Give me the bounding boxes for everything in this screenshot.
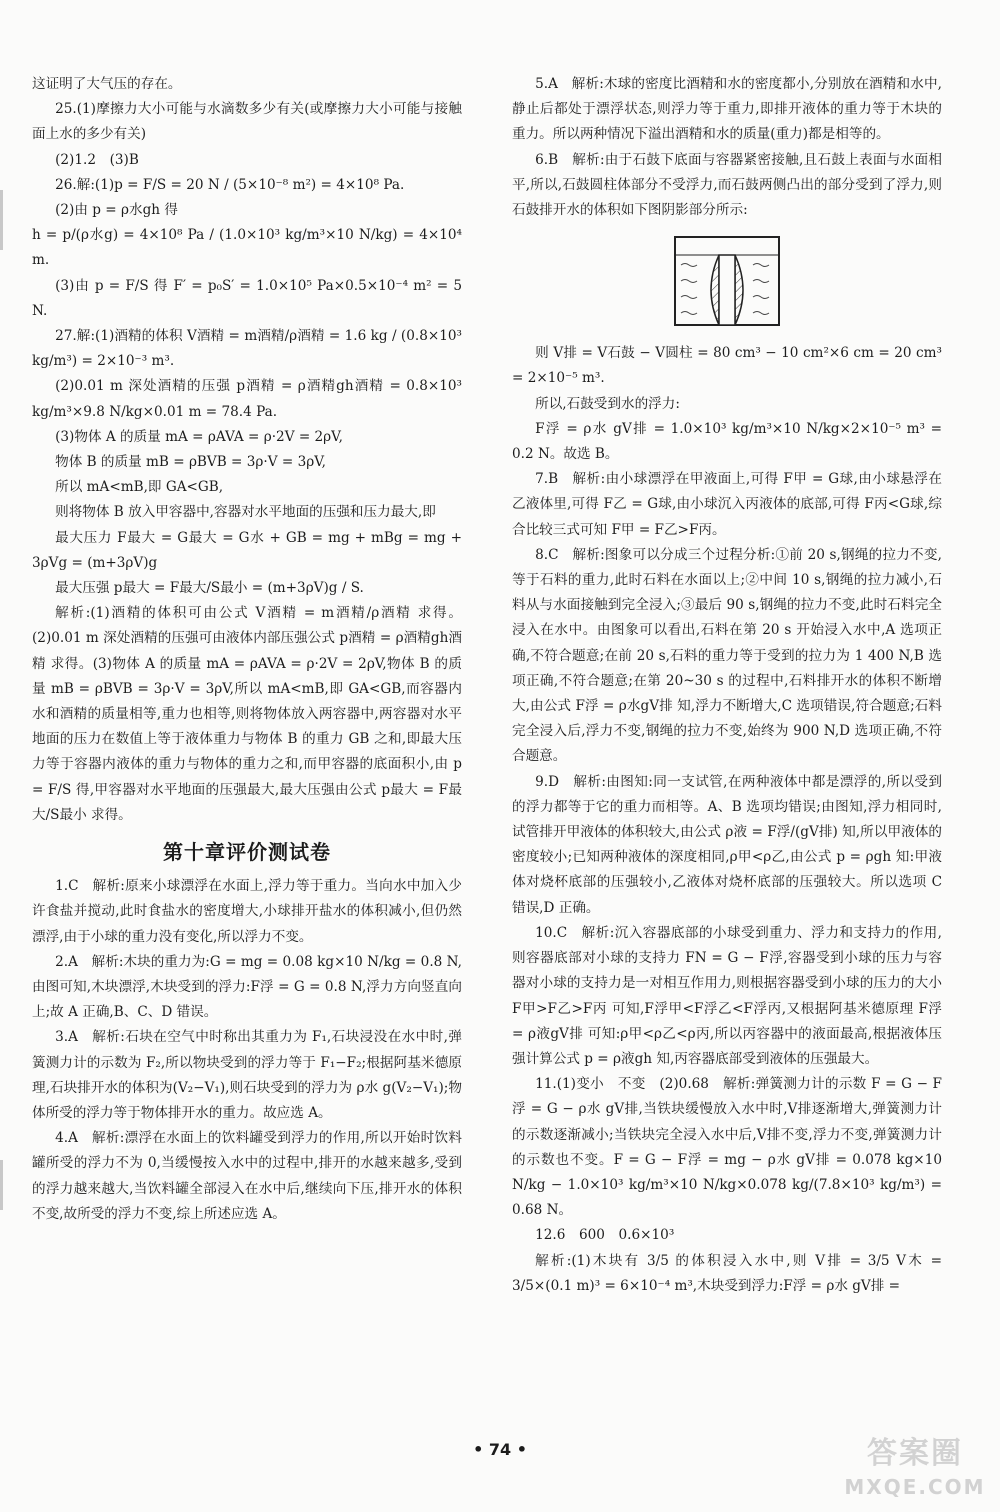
scan-edge-mark-bottom — [0, 1160, 3, 1210]
answer-ch10-5: 5.A 解析:木球的密度比酒精和水的密度都小,分别放在酒精和水中,静止后都处于漂浮状态,则浮力等于重力,即排开液体的重力等于木块的重力。所以两种情况下溢出酒精和水的质量(重力)都是相等的。 — [512, 76, 942, 143]
watermark-line2: MXQE.COM — [844, 1475, 986, 1499]
answer-ch10-2: 2.A 解析:木块的重力为:G = mg = 0.08 kg×10 N/kg = 0.8 N,由图可知,木块漂浮,木块受到的浮力:F浮 = G = 0.8 N,浮力方向竖直向上;故 A 正确,B、C、D 错误。 — [32, 953, 462, 1021]
page-number: • 74 • — [473, 1440, 527, 1459]
answer-ch10-9: 9.D 解析:由图知:同一支试管,在两种液体中都是漂浮的,所以受到的浮力都等于它的重力而相等。A、B 选项均错误;由图知,浮力相同时,试管排开甲液体的体积较大,由公式 ρ液 = F浮/(gV排) 知,所以甲液体的密度较小;已知两种液体的深度相同,ρ甲<ρ乙,由公式 p = ρgh 知:甲液体对烧杯底部的压强较小,乙液体对烧杯底部的压强较大。所以选项 C 错误,D 正确。 — [512, 773, 942, 916]
answer-27-analysis: 解析:(1)酒精的体积可由公式 V酒精 = m酒精/ρ酒精 求得。(2)0.01 m 深处酒精的压强可由液体内部压强公式 p酒精 = ρ酒精gh酒精 求得。(3)物体 A 的质量 mA = ρAVA = ρ·2V = 2ρV,物体 B 的质量 mB = ρBVB = 3ρ·V = 3ρV,所以 mA<mB,即 GA<GB,而容器内水和酒精的质量相等,重力也相等,则将物体放入两容器中,两容器对水平地面的压力在数值上等于液体重力与物体 B 的重力 GB 之和,即最大压力等于容器内液体的重力与物体的重力之和,而甲容器的底面积小,由 p = F/S 得,甲容器对水平地面的压强最大,最大压强由公式 p最大 = F最大/S最小 求得。 — [32, 605, 462, 823]
answer-26-3: (3)由 p = F/S 得 F′ = p₀S′ = 1.0×10⁵ Pa×0.5×10⁻⁴ m² = 5 N. — [32, 277, 462, 319]
answer-27-1: 27.解:(1)酒精的体积 V酒精 = m酒精/ρ酒精 = 1.6 kg / (0.8×10³ kg/m³) = 2×10⁻³ m³. — [32, 328, 462, 370]
drum-cylinder — [719, 255, 735, 325]
answer-ch10-1: 1.C 解析:原来小球漂浮在水面上,浮力等于重力。当向水中加入少许食盐并搅动,此时食盐水的密度增大,小球排开盐水的体积减小,但仍然漂浮,由于小球的重力没有变化,所以浮力不变。 — [32, 878, 462, 945]
right-column — [512, 72, 942, 1299]
drum-right-bulge — [735, 255, 743, 325]
left-column — [32, 72, 462, 1227]
watermark-logo — [840, 1434, 990, 1506]
answer-ch10-7: 7.B 解析:由小球漂浮在甲液面上,可得 F甲 = G球,由小球悬浮在乙液体里,可得 F乙 = G球,由小球沉入丙液体的底部,可得 F丙<G球,综合比较三式可知 F甲 = F乙>F丙。 — [512, 471, 942, 538]
answer-25: 25.(1)摩擦力大小可能与水滴数多少有关(或摩擦力大小可能与接触面上水的多少有关) — [32, 101, 462, 143]
answer-ch10-11: 11.(1)变小 不变 (2)0.68 解析:弹簧测力计的示数 F = G − F浮 = G − ρ水 gV排,当铁块缓慢放入水中时,V排逐渐增大,弹簧测力计的示数逐渐减小;当铁块完全浸入水中后,V排不变,浮力不变,弹簧测力计的示数也不变。F = G − F浮 = mg − ρ水 gV排 = 0.078 kg×10 N/kg − 1.0×10³ kg/m³×10 N/kg×0.078 kg/(7.8×10³ kg/m³) = 0.68 N。 — [512, 1076, 942, 1219]
answer-27-3c: 所以 mA<mB,即 GA<GB, — [55, 479, 224, 496]
watermark-line1: 答案圈 — [867, 1436, 963, 1471]
answer-ch10-3: 3.A 解析:石块在空气中时称出其重力为 F₁,石块浸没在水中时,弹簧测力计的示数为 F₂,所以物块受到的浮力等于 F₁−F₂;根据阿基米德原理,石块排开水的体积为(V₂−V₁),则石块受到的浮力为 ρ水 g(V₂−V₁);物体所受的浮力等于物体排开水的重力。故应选 A。 — [32, 1029, 462, 1121]
answer-27-3e: 最大压力 F最大 = G最大 = G水 + GB = mg + mBg = mg + 3ρVg = (m+3ρV)g — [32, 529, 462, 571]
stone-drum-figure — [667, 233, 787, 333]
answer-27-3a: (3)物体 A 的质量 mA = ρAVA = ρ·2V = 2ρV, — [55, 428, 343, 445]
answer-ch10-8: 8.C 解析:图象可以分成三个过程分析:①前 20 s,钢绳的拉力不变,等于石料的重力,此时石料在水面以上;②中间 10 s,钢绳的拉力减小,石料从与水面接触到完全浸入;③最后 90 s,钢绳的拉力不变,此时石料完全浸入在水中。由图象可以看出,石料在第 20 s 开始浸入水中,A 选项正确,不符合题意;在前 20 s,石料的重力等于受到的拉力为 1 400 N,B 选项正确,不符合题意;在第 20~30 s 的过程中,石料排开水的体积不断增大,由公式 F浮 = ρ水gV排 知,浮力不断增大,C 选项错误,符合题意;石料完全浸入后,浮力不变,钢绳的拉力不变,始终为 900 N,D 选项正确,不符合题意。 — [512, 546, 942, 765]
answer-27-3b: 物体 B 的质量 mB = ρBVB = 3ρ·V = 3ρV, — [55, 454, 326, 471]
answer-25-parts: (2)1.2 (3)B — [55, 151, 139, 168]
answer-ch10-6d: F浮 = ρ水 gV排 = 1.0×10³ kg/m³×10 N/kg×2×10⁻⁵ m³ = 0.2 N。故选 B。 — [512, 420, 942, 463]
answer-27-2: (2)0.01 m 深处酒精的压强 p酒精 = ρ酒精gh酒精 = 0.8×10³ kg/m³×9.8 N/kg×0.01 m = 78.4 Pa. — [32, 378, 462, 420]
answer-ch10-6b: 则 V排 = V石鼓 − V圆柱 = 80 cm³ − 10 cm²×6 cm = 20 cm³ = 2×10⁻⁵ m³. — [512, 345, 942, 387]
answer-26-2-formula: h = p/(ρ水g) = 4×10⁸ Pa / (1.0×10³ kg/m³×10 N/kg) = 4×10⁴ m. — [32, 227, 462, 269]
answer-26-2: (2)由 p = ρ水gh 得 — [55, 202, 178, 219]
answer-ch10-6c: 所以,石鼓受到水的浮力: — [535, 395, 680, 412]
answer-ch10-6: 6.B 解析:由于石鼓下底面与容器紧密接触,且石鼓上表面与水面相平,所以,石鼓圆柱体部分不受浮力,而石鼓两侧凸出的部分受到了浮力,则石鼓排开水的体积如下图阴影部分所示: — [512, 151, 942, 219]
answer-ch10-12: 12.6 600 0.6×10³ — [535, 1227, 675, 1244]
answer-27-3d: 则将物体 B 放入甲容器中,容器对水平地面的压强和压力最大,即 — [55, 504, 436, 521]
answer-27-3f: 最大压强 p最大 = F最大/S最小 = (m+3ρV)g / S. — [55, 580, 364, 597]
answer-ch10-4: 4.A 解析:漂浮在水面上的饮料罐受到浮力的作用,所以开始时饮料罐所受的浮力不为 0,当缓慢按入水中的过程中,排开的水越来越多,受到的浮力越来越大,当饮料罐全部浸入在水中后,继续向下压,排开水的体积不变,故所受的浮力不变,综上所述应选 A。 — [32, 1130, 462, 1222]
answer-ch10-12-analysis: 解析:(1)木块有 3/5 的体积浸入水中,则 V排 = 3/5 V木 = 3/5×(0.1 m)³ = 6×10⁻⁴ m³,木块受到浮力:F浮 = ρ水 gV排 = — [512, 1252, 942, 1294]
scan-edge-mark-top — [0, 190, 3, 250]
answer-ch10-10: 10.C 解析:沉入容器底部的小球受到重力、浮力和支持力的作用,则容器底部对小球的支持力 FN = G − F浮,容器受到小球的压力与容器对小球的支持力是一对相互作用力,则根据容器受到小球的压力的大小 F甲>F乙>F丙 可知,F浮甲<F浮乙<F浮丙,又根据阿基米德原理 F浮 = ρ液gV排 可知:ρ甲<ρ乙<ρ丙,所以丙容器中的液面最高,根据液体压强计算公式 p = ρ液gh 知,丙容器底部受到液体的压强最大。 — [512, 924, 942, 1067]
paragraph: 这证明了大气压的存在。 — [32, 76, 182, 92]
answer-26-1: 26.解:(1)p = F/S = 20 N / (5×10⁻⁸ m²) = 4×10⁸ Pa. — [55, 176, 405, 193]
chapter-title: 第十章评价测试卷 — [163, 840, 331, 865]
drum-left-bulge — [711, 255, 719, 325]
